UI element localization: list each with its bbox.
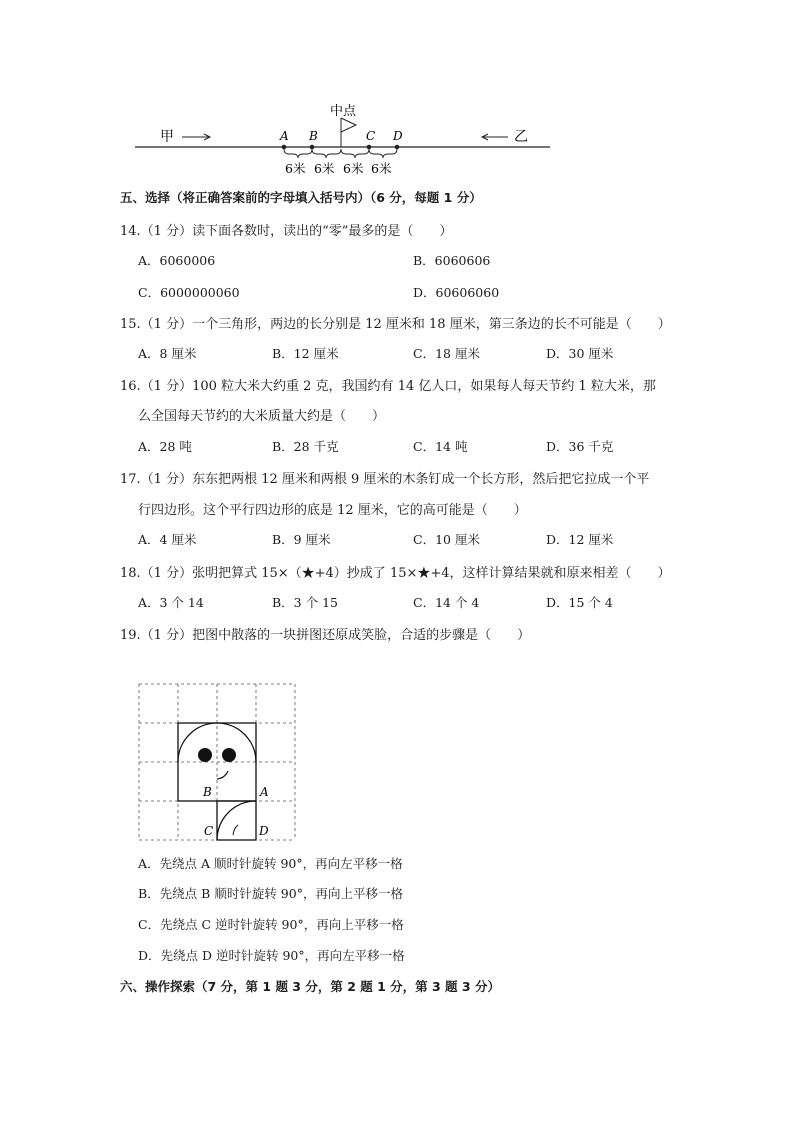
q16-option-b: B．28 千克 [272,439,339,454]
point-d [395,145,400,150]
section-5-title: 五、选择（将正确答案前的字母填入括号内）（6 分，每题 1 分） [120,190,482,205]
q17-option-a: A．4 厘米 [138,532,197,547]
point-label-b: B [309,129,318,143]
puzzle-label-d: D [259,824,269,838]
q14-option-c: C．6000000060 [138,285,240,300]
q15-option-b: B．12 厘米 [272,346,339,361]
question-17-line-2: 行四边形。这个平行四边形的底是 12 厘米，它的高可能是（ ） [138,503,527,518]
left-eye [198,748,212,762]
question-16-line-2: 么全国每天节约的大米质量大约是（ ） [138,409,386,424]
flag [341,118,356,132]
brace-3 [341,149,369,158]
q14-option-d: D．60606060 [413,285,500,300]
q16-option-d: D．36 千克 [546,439,614,454]
segment-label-3: 6米 [343,161,364,176]
brace-2 [312,149,341,158]
right-eye [222,748,236,762]
q18-option-d: D．15 个 4 [546,595,613,610]
point-a [282,145,287,150]
smile [217,771,228,779]
midpoint-line-diagram [130,95,560,180]
point-b [310,145,315,150]
q17-option-c: C．10 厘米 [413,532,480,547]
puzzle-label-b: B [203,785,212,799]
q17-option-b: B．9 厘米 [272,532,331,547]
question-18: 18.（1 分）张明把算式 15×（★+4）抄成了 15×★+4，这样计算结果就和原来相差（ ） [120,566,671,581]
q18-option-a: A．3 个 14 [138,595,204,610]
q16-option-c: C．14 吨 [413,439,468,454]
point-label-c: C [366,129,376,143]
puzzle-grid-figure [130,675,305,845]
q14-option-b: B．6060606 [413,253,491,268]
q17-option-d: D．12 厘米 [546,532,614,547]
q19-option-a: A．先绕点 A 顺时针旋转 90°，再向左平移一格 [138,856,403,871]
segment-label-1: 6米 [285,161,306,176]
q18-option-c: C．14 个 4 [413,595,480,610]
segment-label-2: 6米 [314,161,335,176]
q14-option-a: A．6060006 [138,253,216,268]
q18-option-b: B．3 个 15 [272,595,338,610]
q15-option-c: C．18 厘米 [413,346,480,361]
puzzle-piece-arc [217,801,256,840]
segment-label-4: 6米 [371,161,392,176]
q19-option-c: C．先绕点 C 逆时针旋转 90°，再向上平移一格 [138,917,404,932]
puzzle-label-c: C [204,824,214,838]
label-yi: 乙 [514,129,528,145]
point-label-d: D [393,129,403,143]
point-c [367,145,372,150]
question-19: 19.（1 分）把图中散落的一块拼图还原成笑脸，合适的步骤是（ ） [120,628,531,643]
question-17: 17.（1 分）东东把两根 12 厘米和两根 9 厘米的木条钉成一个长方形，然后把它拉成一个平 [120,472,650,487]
question-14: 14.（1 分）读下面各数时，读出的“零”最多的是（ ） [120,224,453,239]
puzzle-label-a: A [260,785,269,799]
q19-option-b: B．先绕点 B 顺时针旋转 90°，再向上平移一格 [138,886,403,901]
section-6-title: 六、操作探索（7 分，第 1 题 3 分，第 2 题 1 分，第 3 题 3 分） [120,979,500,994]
midpoint-label: 中点 [330,104,357,119]
point-label-a: A [280,129,289,143]
q15-option-a: A．8 厘米 [138,346,197,361]
q15-option-d: D．30 厘米 [546,346,614,361]
q16-option-a: A．28 吨 [138,439,192,454]
question-16: 16.（1 分）100 粒大米大约重 2 克，我国约有 14 亿人口，如果每人每天节约 1 粒大米，那 [120,379,656,394]
puzzle-piece-mark [233,825,238,835]
brace-1 [284,149,312,158]
brace-4 [369,149,397,158]
label-jia: 甲 [160,129,174,145]
q19-option-d: D．先绕点 D 逆时针旋转 90°，再向左平移一格 [138,948,405,963]
question-15: 15.（1 分）一个三角形，两边的长分别是 12 厘米和 18 厘米，第三条边的长不可能是（ ） [120,317,671,332]
